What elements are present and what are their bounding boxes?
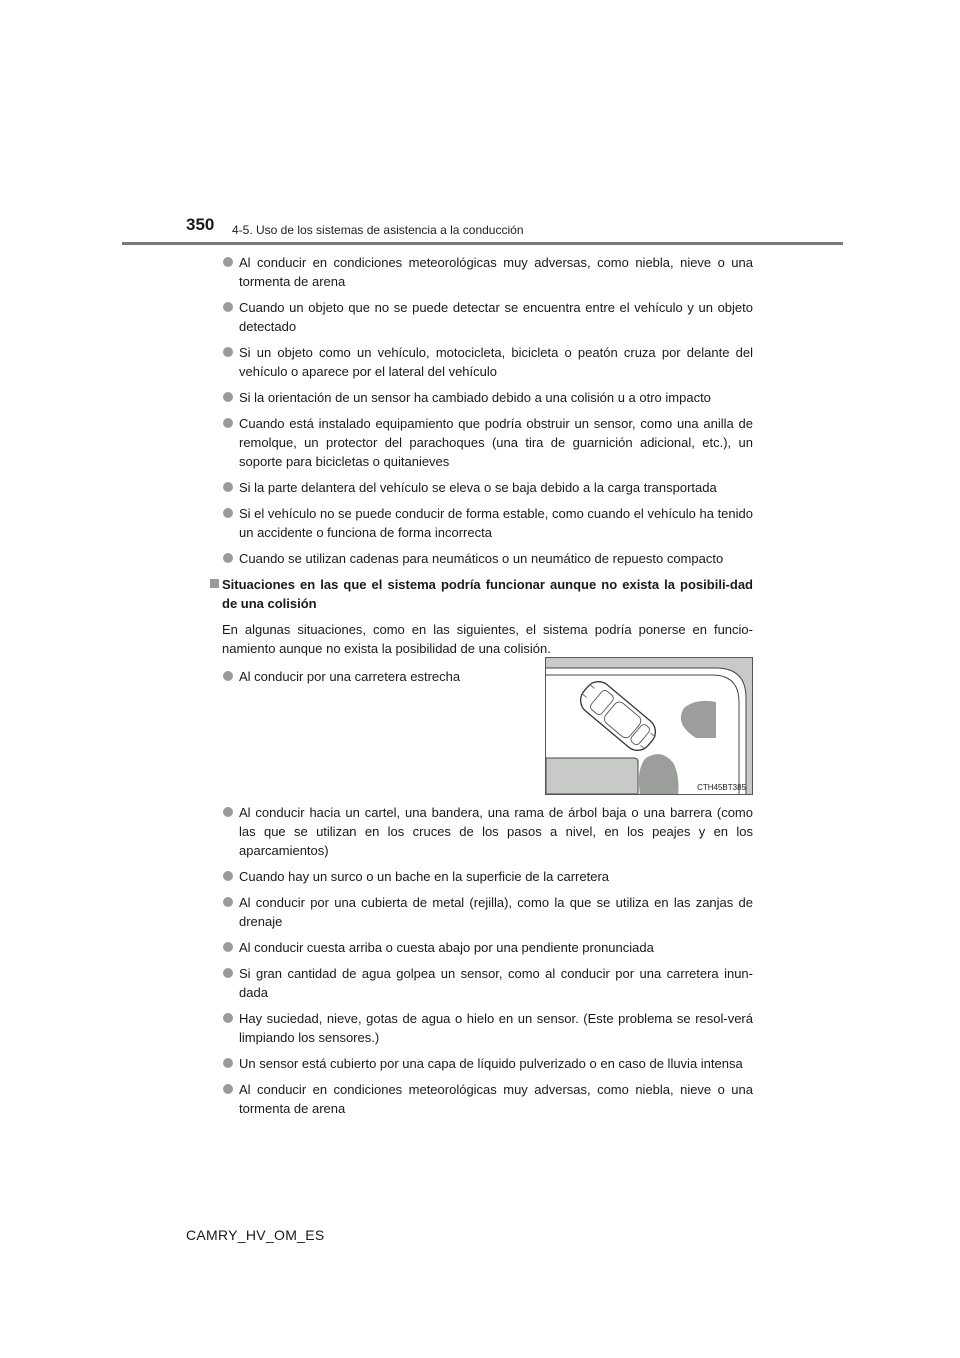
section-false-activation bbox=[210, 575, 753, 658]
bullet-icon bbox=[223, 807, 233, 817]
list-item: Al conducir en condiciones meteorológicas muy adversas, como niebla, nieve o una tormenta de arena bbox=[222, 253, 753, 291]
list-item: Cuando un objeto que no se puede detectar se encuentra entre el vehículo y un objeto detectado bbox=[222, 298, 753, 336]
bullet-icon bbox=[223, 257, 233, 267]
list-item: Cuando se utilizan cadenas para neumáticos o un neumático de repuesto compacto bbox=[222, 549, 753, 568]
bullet-icon bbox=[223, 347, 233, 357]
section-square-icon bbox=[210, 579, 219, 588]
bullet-icon bbox=[223, 392, 233, 402]
list-item: Al conducir por una carretera estrecha bbox=[222, 667, 509, 686]
section-intro: En algunas situaciones, como en las siguientes, el sistema podría ponerse en funcio-namiento aunque no exista la posibilidad de una colisión. bbox=[222, 622, 753, 656]
bullet-icon bbox=[223, 671, 233, 681]
list-item: Si gran cantidad de agua golpea un sensor, como al conducir por una carretera inun-dada bbox=[222, 964, 753, 1002]
bullet-icon bbox=[223, 418, 233, 428]
bullet-icon bbox=[223, 553, 233, 563]
section-header-title: 4-5. Uso de los sistemas de asistencia a la conducción bbox=[232, 223, 524, 237]
list-item: Al conducir hacia un cartel, una bandera, una rama de árbol baja o una barrera (como las que se utilizan en los cruces de los pasos a nivel, en los peajes y en los aparcamientos) bbox=[222, 803, 753, 860]
bullet-icon bbox=[223, 1084, 233, 1094]
bullet-icon bbox=[223, 302, 233, 312]
bullet-icon bbox=[223, 871, 233, 881]
bullet-icon bbox=[223, 508, 233, 518]
situations-list-b bbox=[222, 803, 753, 1118]
page-number: 350 bbox=[186, 215, 215, 234]
page-content bbox=[222, 253, 753, 1125]
list-item: Si la orientación de un sensor ha cambiado debido a una colisión u a otro impacto bbox=[222, 388, 753, 407]
situations-list-a bbox=[222, 253, 753, 568]
figure-row bbox=[222, 667, 753, 795]
bullet-icon bbox=[223, 942, 233, 952]
bullet-icon bbox=[223, 1058, 233, 1068]
list-item: Hay suciedad, nieve, gotas de agua o hielo en un sensor. (Este problema se resol-verá limpiando los sensores.) bbox=[222, 1009, 753, 1047]
list-item: Al conducir por una cubierta de metal (rejilla), como la que se utiliza en las zanjas de drenaje bbox=[222, 893, 753, 931]
list-item: Cuando está instalado equipamiento que podría obstruir un sensor, como una anilla de remolque, un protector del parachoques (una tira de guarnición adicional, etc.), un soporte para bicicletas o quitanieves bbox=[222, 414, 753, 471]
list-item: Si un objeto como un vehículo, motocicleta, bicicleta o peatón cruza por delante del vehículo o aparece por el lateral del vehículo bbox=[222, 343, 753, 381]
list-item: Cuando hay un surco o un bache en la superficie de la carretera bbox=[222, 867, 753, 886]
list-item: Un sensor está cubierto por una capa de líquido pulverizado o en caso de lluvia intensa bbox=[222, 1054, 753, 1073]
narrow-road-drawing bbox=[546, 658, 752, 794]
figure-code: CTH45BT385 bbox=[697, 783, 746, 792]
bullet-icon bbox=[223, 1013, 233, 1023]
header-divider bbox=[122, 242, 843, 245]
bullet-icon bbox=[223, 482, 233, 492]
section-heading: Situaciones en las que el sistema podría funcionar aunque no exista la posibili-dad de una colisión bbox=[222, 577, 753, 611]
list-item: Si el vehículo no se puede conducir de forma estable, como cuando el vehículo ha tenido un accidente o funciona de forma incorrecta bbox=[222, 504, 753, 542]
list-item: Si la parte delantera del vehículo se eleva o se baja debido a la carga transportada bbox=[222, 478, 753, 497]
narrow-road-illustration bbox=[545, 657, 753, 795]
list-item: Al conducir cuesta arriba o cuesta abajo por una pendiente pronunciada bbox=[222, 938, 753, 957]
bullet-icon bbox=[223, 968, 233, 978]
document-code: CAMRY_HV_OM_ES bbox=[186, 1227, 325, 1243]
list-item: Al conducir en condiciones meteorológicas muy adversas, como niebla, nieve o una tormenta de arena bbox=[222, 1080, 753, 1118]
bullet-icon bbox=[223, 897, 233, 907]
